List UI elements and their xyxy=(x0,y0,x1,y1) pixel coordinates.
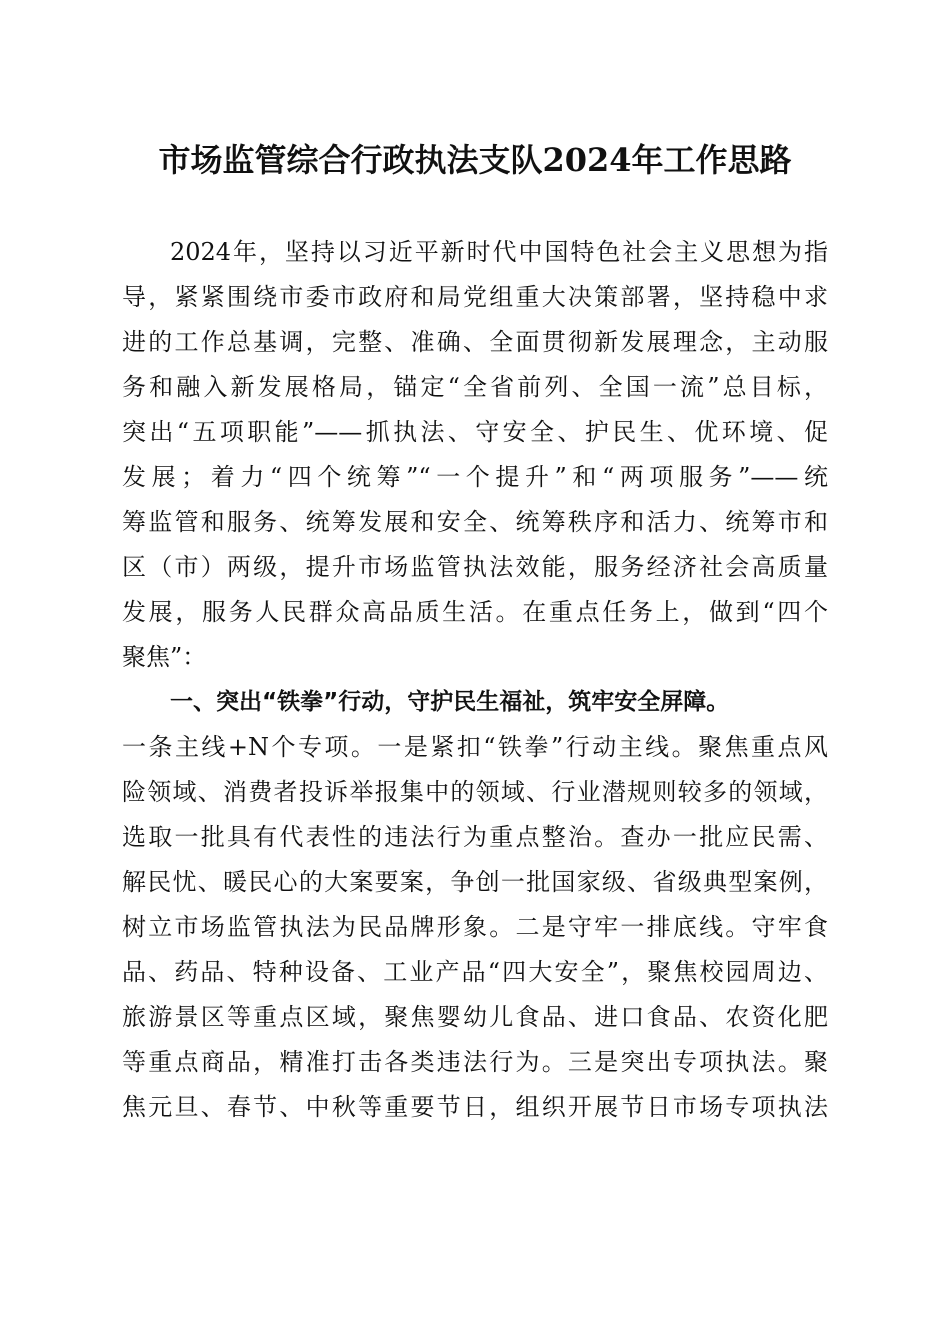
paragraph-line: 选取一批具有代表性的违法行为重点整治。查办一批应民需、 xyxy=(122,823,828,851)
paragraph-line: 2024年，坚持以习近平新时代中国特色社会主义思想为指 xyxy=(170,238,828,266)
paragraph-line: 一条主线+N个专项。一是紧扣“铁拳”行动主线。聚焦重点风 xyxy=(122,733,828,761)
paragraph-line: 进的工作总基调，完整、准确、全面贯彻新发展理念，主动服 xyxy=(122,328,828,356)
paragraph-line: 树立市场监管执法为民品牌形象。二是守牢一排底线。守牢食 xyxy=(122,913,828,941)
paragraph-line: 突出“五项职能”——抓执法、守安全、护民生、优环境、促 xyxy=(122,418,828,446)
paragraph-line: 等重点商品，精准打击各类违法行为。三是突出专项执法。聚 xyxy=(122,1048,828,1076)
paragraph-line: 险领域、消费者投诉举报集中的领域、行业潜规则较多的领域， xyxy=(122,778,828,806)
paragraph-line: 导，紧紧围绕市委市政府和局党组重大决策部署，坚持稳中求 xyxy=(122,283,828,311)
paragraph-line: 区（市）两级，提升市场监管执法效能，服务经济社会高质量 xyxy=(122,553,828,581)
document-title: 市场监管综合行政执法支队2024年工作思路 xyxy=(158,141,792,179)
paragraph-line: 焦元旦、春节、中秋等重要节日，组织开展节日市场专项执法 xyxy=(122,1093,828,1121)
paragraph-line: 务和融入新发展格局，锚定“全省前列、全国一流”总目标， xyxy=(122,373,828,401)
paragraph-line: 旅游景区等重点区域，聚焦婴幼儿食品、进口食品、农资化肥 xyxy=(122,1003,828,1031)
paragraph-line: 发展，服务人民群众高品质生活。在重点任务上，做到“四个 xyxy=(122,598,828,626)
paragraph-line: 发展；着力“四个统筹”“一个提升”和“两项服务”——统 xyxy=(122,463,828,491)
paragraph-line: 筹监管和服务、统筹发展和安全、统筹秩序和活力、统筹市和 xyxy=(122,508,828,536)
paragraph-line: 解民忧、暖民心的大案要案，争创一批国家级、省级典型案例， xyxy=(122,868,828,896)
paragraph-line: 聚焦”： xyxy=(122,643,207,671)
section-heading: 一、突出“铁拳”行动，守护民生福祉，筑牢安全屏障。 xyxy=(170,689,730,715)
document-body xyxy=(122,230,828,1130)
paragraph-line: 品、药品、特种设备、工业产品“四大安全”，聚焦校园周边、 xyxy=(122,958,828,986)
